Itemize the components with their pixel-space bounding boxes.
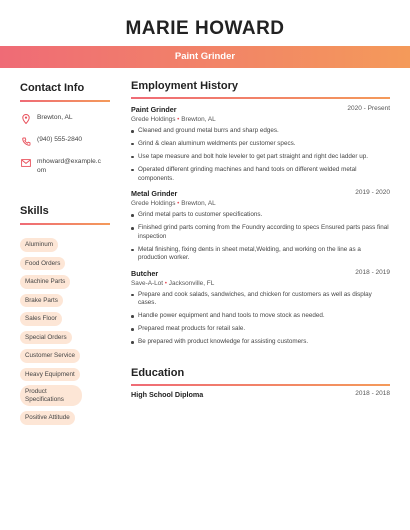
contact-location-row: [20, 114, 110, 124]
job-entry: [131, 269, 390, 347]
skills-list: [20, 233, 110, 425]
job-company: Grede Holdings: [131, 116, 176, 123]
skill-tag: Brake Parts: [20, 294, 63, 308]
contact-section-title: Contact Info: [20, 82, 85, 94]
job-dates: 2020 - Present: [347, 105, 390, 112]
education-section: [131, 367, 390, 399]
job-dates: 2019 - 2020: [355, 189, 390, 197]
job-bullet: Handle power equipment and hand tools to move stock as needed.: [138, 312, 390, 321]
phone-icon: [20, 136, 32, 146]
skills-section-title: Skills: [20, 205, 49, 217]
education-degree: High School Diploma: [131, 390, 204, 400]
contact-email-row: [20, 158, 110, 175]
right-column: [131, 80, 390, 399]
education-underline: [131, 384, 390, 386]
separator-dot: •: [175, 200, 182, 208]
job-bullet: Operated different grinding machines and hand tools on different welded metal components.: [138, 166, 390, 183]
job-company-location: [131, 280, 390, 287]
job-company-location: [131, 116, 390, 123]
job-location: Brewton, AL: [181, 116, 216, 123]
job-company: Grede Holdings: [131, 200, 176, 208]
location-pin-icon: [20, 114, 32, 124]
contact-underline: [20, 100, 110, 102]
job-bullet: Use tape measure and bolt hole leveler to get part straight and right dec ladder up.: [138, 153, 390, 162]
job-company-location: [131, 200, 390, 207]
employment-underline: [131, 97, 390, 99]
skill-tag: Product Specifications: [20, 385, 82, 406]
title-banner: [0, 46, 410, 68]
skills-underline: [20, 223, 110, 225]
job-bullet: Be prepared with product knowledge for assisting customers.: [138, 338, 390, 347]
job-header: [131, 189, 390, 198]
skill-tag: Customer Service: [20, 349, 80, 363]
education-list: [131, 390, 390, 399]
mail-icon: [20, 158, 32, 168]
education-entry: [131, 390, 390, 399]
skill-tag: Sales Floor: [20, 312, 62, 326]
left-column: [20, 82, 110, 425]
skill-tag: Food Orders: [20, 257, 65, 271]
job-location: Brewton, AL: [181, 200, 216, 208]
separator-dot: •: [175, 116, 182, 123]
contact-phone-row: [20, 136, 110, 146]
skill-tag: Aluminum: [20, 238, 58, 252]
job-title-banner-text: Paint Grinder: [174, 51, 236, 62]
contact-email[interactable]: mhoward@example.com: [37, 158, 101, 174]
job-location: Jacksonville, FL: [168, 279, 215, 287]
job-title: Butcher: [131, 268, 159, 278]
job-bullet: Grind & clean aluminum weldments per customer specs.: [138, 140, 390, 149]
separator-dot: •: [162, 279, 169, 287]
job-bullet: Finished grind parts coming from the Foundry according to specs Ensured parts pass final inspection: [138, 224, 389, 240]
education-dates: 2018 - 2018: [355, 390, 390, 398]
job-bullets: [131, 211, 390, 263]
job-bullets: [131, 291, 390, 347]
skill-tag: Heavy Equipment: [20, 368, 80, 382]
skill-tag: Positive Attitude: [20, 411, 75, 425]
job-company: Save-A-Lot: [131, 279, 163, 287]
job-bullet: Prepare and cook salads, sandwiches, and chicken for customers as well as display cases.: [138, 291, 390, 308]
skill-tag: Special Orders: [20, 331, 72, 345]
job-dates: 2018 - 2019: [355, 268, 390, 276]
skill-tag: Machine Parts: [20, 275, 70, 289]
job-bullet: Cleaned and ground metal burrs and sharp edges.: [138, 127, 390, 136]
contact-location: Brewton, AL: [37, 114, 73, 121]
job-entry: [131, 189, 390, 263]
job-bullet: Prepared meat products for retail sale.: [138, 325, 390, 334]
job-bullet: Metal finishing, fixing dents in sheet metal,Welding, and working on the line as a production worker.: [138, 246, 390, 263]
job-header: [131, 269, 390, 278]
job-bullets: [131, 127, 390, 183]
job-bullet: Grind metal parts to customer specifications.: [138, 211, 390, 220]
education-section-title: Education: [131, 367, 185, 380]
employment-section-title: Employment History: [131, 80, 238, 92]
jobs-list: [131, 105, 390, 347]
job-title: Paint Grinder: [131, 105, 177, 114]
job-title: Metal Grinder: [131, 189, 178, 199]
job-header: [131, 105, 390, 114]
job-entry: [131, 105, 390, 183]
candidate-name: MARIE HOWARD: [125, 18, 285, 39]
contact-phone: (940) 555-2840: [37, 136, 83, 143]
